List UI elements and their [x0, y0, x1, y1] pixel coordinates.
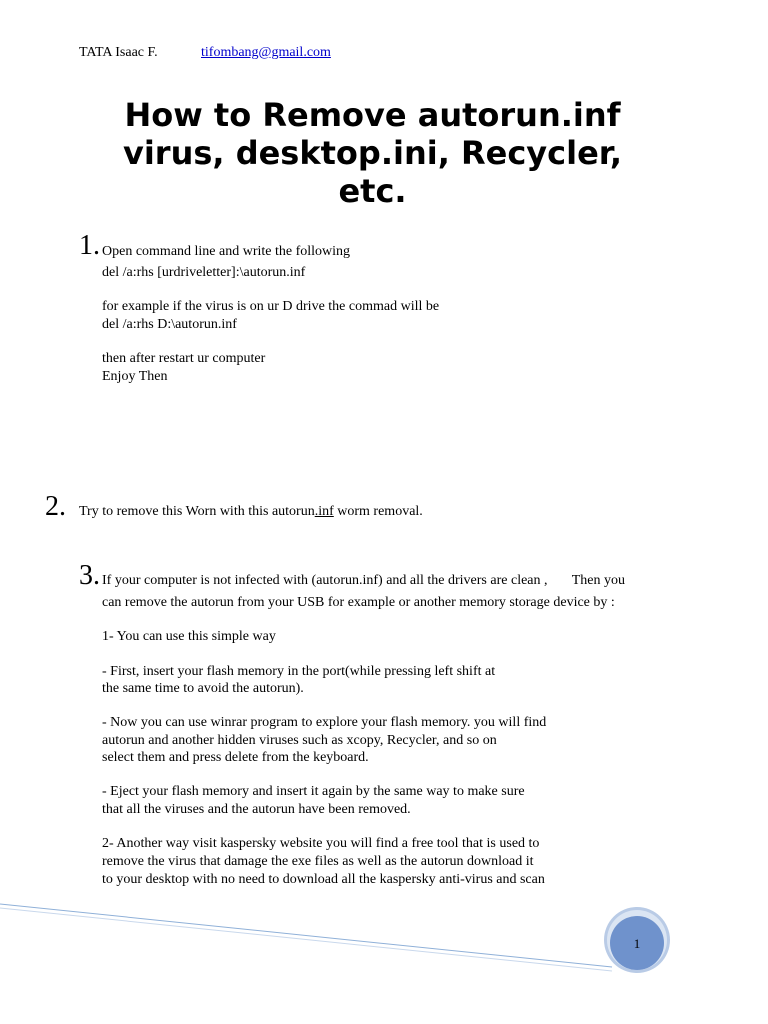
footer-decoration: [0, 860, 768, 1024]
step-2-text: [79, 503, 423, 520]
step-1-number: 1.: [79, 230, 100, 261]
step-1-intro: Open command line and write the following: [102, 244, 351, 259]
step-3-line: remove the virus that damage the exe files as well as the autorun download it: [102, 854, 534, 869]
step-3-intro: If your computer is not infected with (autorun.inf) and all the drivers are clean , Then you: [102, 573, 626, 588]
page-number: 1: [633, 936, 641, 951]
step-1-line: del /a:rhs [urdriveletter]:\autorun.inf: [102, 265, 306, 280]
step-1-line: for example if the virus is on ur D drive the commad will be: [102, 299, 440, 314]
author-email-link[interactable]: tifombang@gmail.com: [201, 45, 331, 60]
step-3-line: the same time to avoid the autorun).: [102, 681, 304, 696]
step-3-line: 1- You can use this simple way: [102, 629, 276, 644]
step-2-number: 2.: [45, 491, 66, 522]
step-1-line: Enjoy Then: [102, 369, 168, 384]
footer-line: [0, 904, 612, 967]
step-3-line: - Now you can use winrar program to explore your flash memory. you will find: [102, 715, 547, 730]
step-3-line: autorun and another hidden viruses such as xcopy, Recycler, and so on: [102, 733, 497, 748]
step-1-line: then after restart ur computer: [102, 351, 266, 366]
step-3-line: that all the viruses and the autorun have been removed.: [102, 802, 411, 817]
step-2-text-after: worm removal.: [333, 504, 423, 519]
step-2-inf-link[interactable]: .inf: [314, 504, 334, 519]
step-3-line: can remove the autorun from your USB for example or another memory storage device by :: [102, 595, 615, 610]
step-3-line: select them and press delete from the keyboard.: [102, 750, 369, 765]
step-3-line: 2- Another way visit kaspersky website you will find a free tool that is used to: [102, 836, 540, 851]
step-3-line: to your desktop with no need to download all the kaspersky anti-virus and scan: [102, 872, 545, 887]
footer-line-shadow: [0, 908, 612, 971]
step-2-text-before: Try to remove this Worn with this autorun: [79, 504, 315, 519]
step-3-number: 3.: [79, 560, 100, 591]
author-name: TATA Isaac F.: [79, 45, 158, 60]
step-1-line: del /a:rhs D:\autorun.inf: [102, 317, 237, 332]
step-3-line: - First, insert your flash memory in the port(while pressing left shift at: [102, 664, 496, 679]
document-title: How to Remove autorun.inf virus, desktop.ini, Recycler, etc.: [122, 96, 623, 210]
step-3-line: - Eject your flash memory and insert it again by the same way to make sure: [102, 784, 525, 799]
